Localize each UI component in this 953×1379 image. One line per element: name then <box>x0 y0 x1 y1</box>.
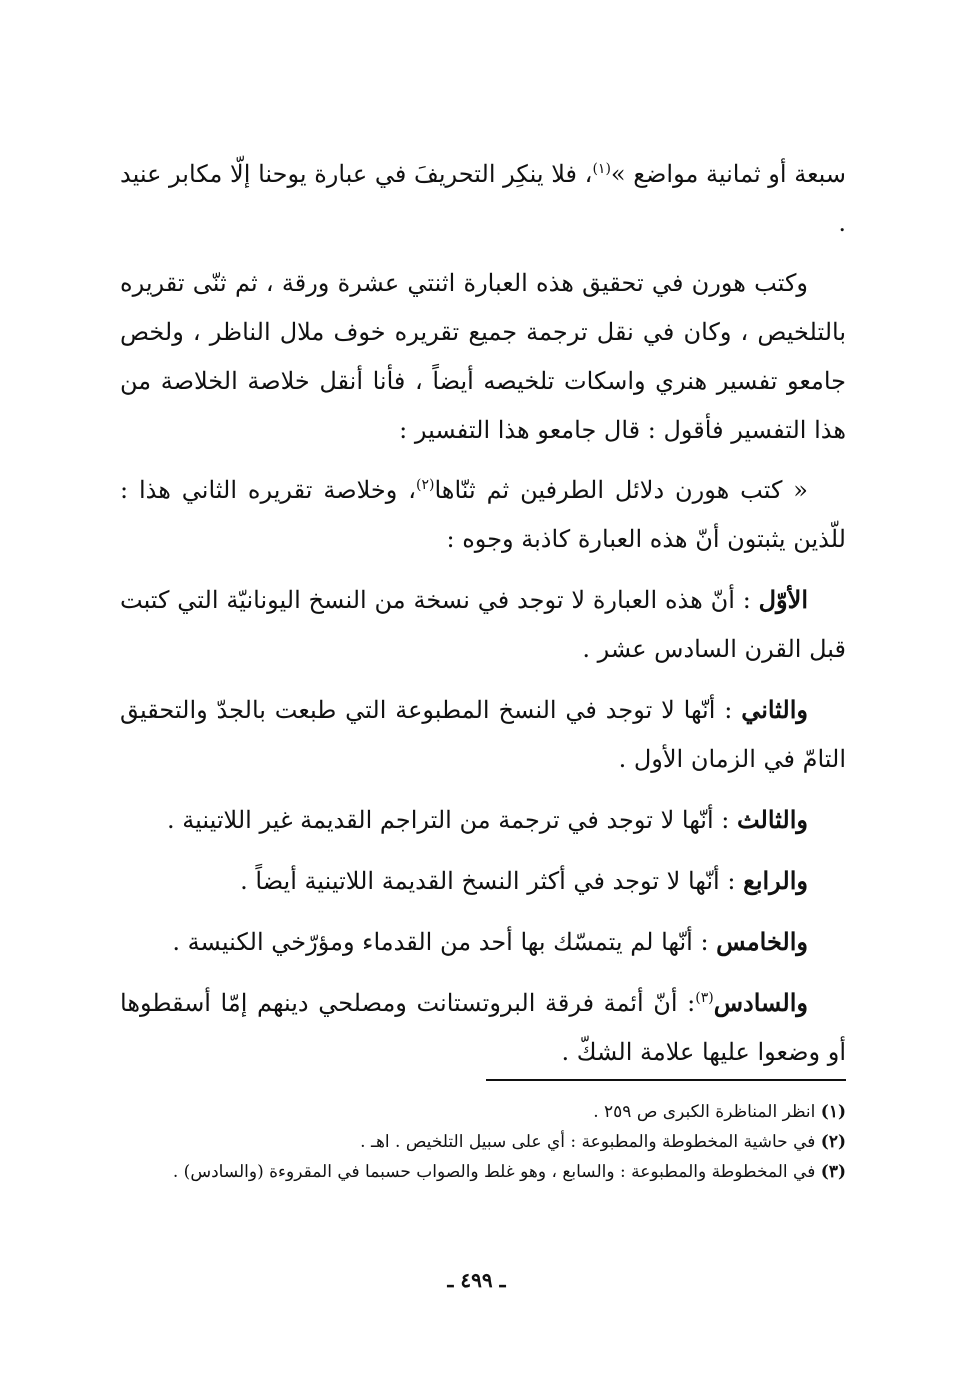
paragraph-text: سبعة أو ثمانية مواضع » <box>610 160 847 188</box>
footnote-1 <box>120 1097 846 1127</box>
footnote-text: في المخطوطة والمطبوعة : والسابع ، وهو غلط والصواب حسبما في المقروءة (والسادس) . <box>172 1162 821 1182</box>
point-label: والسادس <box>713 988 808 1017</box>
paragraph-continuation <box>120 150 846 248</box>
footnote-number: (٢) <box>820 1132 846 1152</box>
footnote-number: (٣) <box>820 1162 846 1182</box>
point-text: : أنّها لا توجد في النسخ المطبوعة التي طبعت بالجدّ والتحقيق التامّ في الزمان الأول . <box>120 696 846 773</box>
point-sixth <box>120 978 846 1077</box>
paragraph-text: ، فلا ينكِر التحريفَ في عبارة يوحنا إلّا مكابر عنيد . <box>120 160 846 237</box>
point-text: : أنّ أئمة فرقة البروتستانت ومصلحي دينهم إمّا أسقطوها أو وضعوا عليها علامة الشكّ . <box>120 989 846 1066</box>
footnote-2 <box>120 1127 846 1157</box>
point-text: : أنّ هذه العبارة لا توجد في نسخة من النسخ اليونانيّة التي كتبت قبل القرن السادس عشر . <box>120 586 846 663</box>
point-second <box>120 685 846 784</box>
main-text <box>120 150 846 1088</box>
point-label: والثالث <box>736 805 808 834</box>
point-text: : أنّها لم يتمسّك بها أحد من القدماء ومؤرّخي الكنيسة . <box>172 928 717 956</box>
footnote-number: (١) <box>820 1102 846 1122</box>
point-text: : أنّها لا توجد في أكثر النسخ القديمة اللاتينية أيضاً . <box>240 867 744 895</box>
footnote-ref-2[interactable]: (٢) <box>416 477 435 493</box>
footnote-text: في حاشية المخطوطة والمطبوعة : أي على سبيل التلخيص . اهـ . <box>360 1132 821 1152</box>
paragraph-quote-intro <box>120 466 846 564</box>
point-fifth <box>120 917 846 967</box>
footnote-ref-1[interactable]: (١) <box>592 161 611 177</box>
point-label: والخامس <box>716 927 808 956</box>
footnote-3 <box>120 1157 846 1187</box>
point-first <box>120 575 846 674</box>
point-label: الأوّل <box>758 585 808 614</box>
footnote-text: انظر المناظرة الكبرى ص ٢٥٩ . <box>593 1102 821 1122</box>
point-label: والثاني <box>741 695 808 724</box>
paragraph-text: ، وخلاصة تقريره الثاني هذا : للّذين يثبتون أنّ هذه العبارة كاذبة وجوه : <box>120 476 846 553</box>
footnotes <box>120 1097 846 1187</box>
point-third <box>120 795 846 845</box>
point-text: : أنّها لا توجد في ترجمة من التراجم القديمة غير اللاتينية . <box>167 806 737 834</box>
point-label: والرابع <box>743 866 808 895</box>
page-number: ـ ٤٩٩ ـ <box>447 1268 506 1292</box>
footnote-divider <box>486 1079 846 1081</box>
footnote-ref-3[interactable]: (٣) <box>695 990 714 1006</box>
paragraph-horne: وكتب هورن في تحقيق هذه العبارة اثنتي عشرة ورقة ، ثم ثنّى تقريره بالتلخيص ، وكان في نقل ترجمة جميع تقريره خوف ملال الناظر ، ولخص جامعو تفسير هنري واسكات تلخيصه أيضاً ، فأنا أنقل خلاصة الخلاصة من هذا التفسير فأقول : قال جامعو هذا التفسير : <box>120 269 846 444</box>
paragraph-text: « كتب هورن دلائل الطرفين ثم ثنّاها <box>434 476 808 504</box>
point-fourth <box>120 856 846 906</box>
